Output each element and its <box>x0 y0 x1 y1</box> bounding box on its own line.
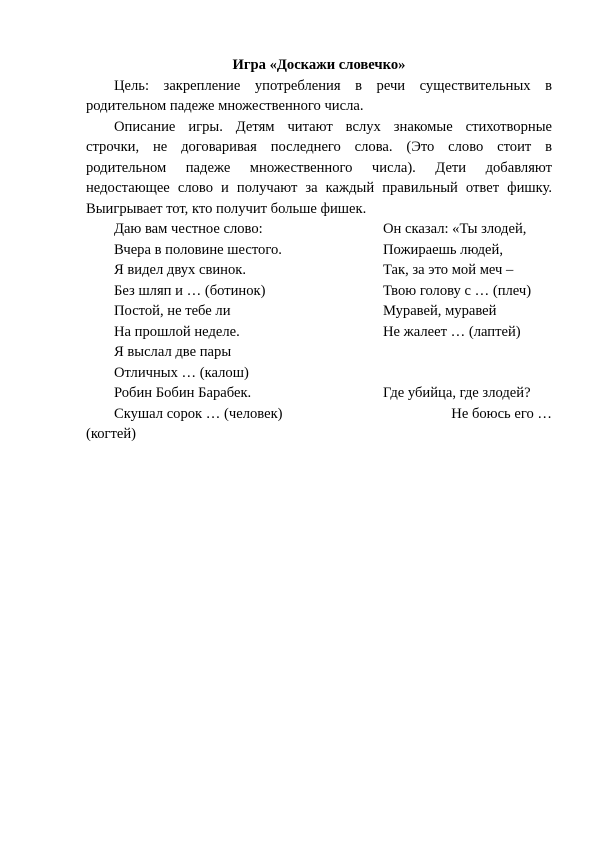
poem-left-line: На прошлой неделе. <box>114 323 240 340</box>
poem-left-line: Без шляп и … (ботинок) <box>114 282 266 299</box>
poem-left-line: Вчера в половине шестого. <box>114 241 282 258</box>
document-title: Игра «Доскажи словечко» <box>232 57 406 73</box>
poem-left-line: Отличных … (калош) <box>114 364 249 381</box>
poem-block <box>86 219 552 445</box>
poem-right-line: Он сказал: «Ты злодей, <box>383 221 527 237</box>
poem-left-line: Я видел двух свинок. <box>114 262 246 278</box>
description-paragraph: Описание игры. Детям читают вслух знакомые стихотворные строчки, не договаривая последнего слова. (Это слово стоит в родительном падеже множественного числа). Дети добавляют недостающее слово и получают за каждый правильный ответ фишку. Выигрывает тот, кто получит больше фишек. <box>86 118 552 217</box>
poem-line <box>86 240 552 261</box>
poem-final-left: Скушал сорок … (человек) <box>114 405 283 422</box>
poem-line <box>86 219 552 240</box>
poem-left-line: Робин Бобин Барабек. <box>114 385 252 401</box>
poem-line <box>86 342 552 363</box>
poem-final-line <box>86 404 552 425</box>
poem-right-line: Пожираешь людей, <box>383 241 503 258</box>
poem-left-line: Постой, не тебе ли <box>114 303 231 319</box>
poem-line <box>86 322 552 343</box>
poem-right-line: Муравей, муравей <box>383 303 497 319</box>
goal-paragraph: Цель: закрепление употребления в речи существительных в родительном падеже множественного числа. <box>86 77 552 114</box>
document-page <box>86 55 552 445</box>
poem-left-line: Я выслал две пары <box>114 344 232 360</box>
poem-final-right: Не боюсь его … <box>451 405 552 422</box>
poem-right-line: Где убийца, где злодей? <box>383 385 531 401</box>
poem-left-line: Даю вам честное слово: <box>114 221 263 237</box>
poem-line <box>86 383 552 404</box>
poem-right-line: Так, за это мой меч – <box>383 262 514 278</box>
poem-line <box>86 260 552 281</box>
poem-line <box>86 281 552 302</box>
poem-right-line: Не жалеет … (лаптей) <box>383 323 521 340</box>
poem-line <box>86 301 552 322</box>
poem-line <box>86 363 552 384</box>
poem-right-line: Твою голову с … (плеч) <box>383 282 532 299</box>
poem-final-tail: (когтей) <box>86 426 137 442</box>
